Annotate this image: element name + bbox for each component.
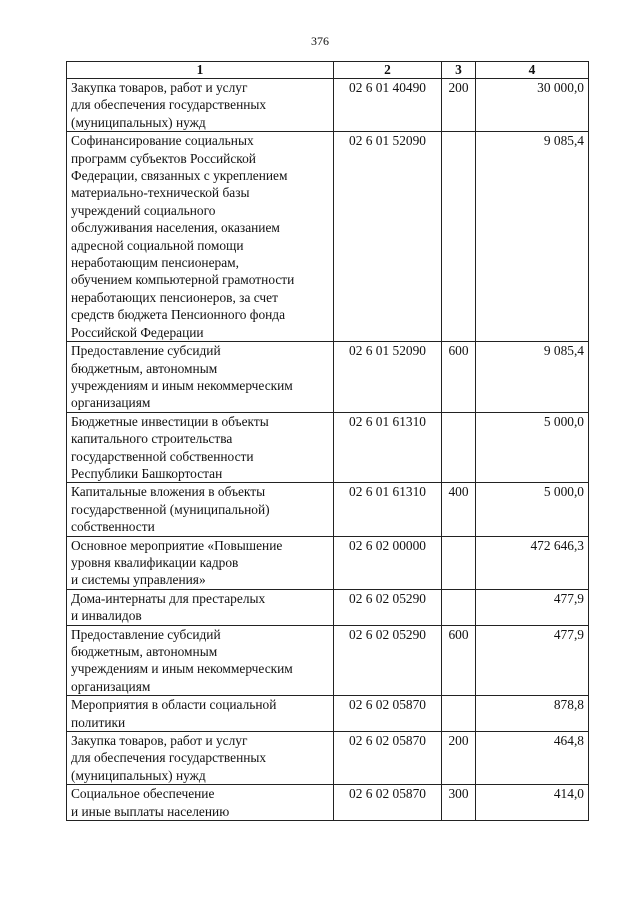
row-name: Предоставление субсидий бюджетным, автономным учреждениям и иным некоммерческим организациям — [67, 342, 334, 413]
row-name: Закупка товаров, работ и услуг для обеспечения государственных (муниципальных) нужд — [67, 79, 334, 132]
table-header-row — [67, 62, 589, 79]
table-row — [67, 483, 589, 536]
row-type — [442, 536, 476, 589]
row-amount: 414,0 — [476, 785, 589, 821]
column-header-3: 3 — [442, 62, 476, 79]
row-name: Дома-интернаты для престарелых и инвалидов — [67, 589, 334, 625]
table-row — [67, 79, 589, 132]
row-amount: 472 646,3 — [476, 536, 589, 589]
table-row — [67, 412, 589, 483]
row-name: Бюджетные инвестиции в объекты капитального строительства государственной собственности Республики Башкортостан — [67, 412, 334, 483]
row-name: Капитальные вложения в объекты государственной (муниципальной) собственности — [67, 483, 334, 536]
row-type — [442, 696, 476, 732]
row-code: 02 6 02 05870 — [334, 696, 442, 732]
row-type: 400 — [442, 483, 476, 536]
column-header-2: 2 — [334, 62, 442, 79]
column-header-4: 4 — [476, 62, 589, 79]
row-code: 02 6 01 40490 — [334, 79, 442, 132]
table-row — [67, 785, 589, 821]
row-code: 02 6 01 61310 — [334, 412, 442, 483]
row-code: 02 6 01 52090 — [334, 132, 442, 342]
row-code: 02 6 02 05870 — [334, 785, 442, 821]
row-code: 02 6 02 05290 — [334, 625, 442, 696]
row-name: Основное мероприятие «Повышение уровня квалификации кадров и системы управления» — [67, 536, 334, 589]
row-type — [442, 589, 476, 625]
row-code: 02 6 02 05290 — [334, 589, 442, 625]
row-name: Закупка товаров, работ и услуг для обеспечения государственных (муниципальных) нужд — [67, 732, 334, 785]
row-type: 200 — [442, 79, 476, 132]
table-row — [67, 132, 589, 342]
row-code: 02 6 02 00000 — [334, 536, 442, 589]
row-amount: 464,8 — [476, 732, 589, 785]
table-row — [67, 625, 589, 696]
table-row — [67, 536, 589, 589]
row-amount: 5 000,0 — [476, 412, 589, 483]
row-amount: 878,8 — [476, 696, 589, 732]
table-row — [67, 589, 589, 625]
row-name: Софинансирование социальных программ субъектов Российской Федерации, связанных с укреплением материально-технической базы учреждений социального обслуживания населения, оказанием адресной социальной помощи неработающим пенсионерам, обучением компьютерной грамотности неработающих пенсионеров, за счет средств бюджета Пенсионного фонда Российской Федерации — [67, 132, 334, 342]
row-amount: 9 085,4 — [476, 342, 589, 413]
row-type: 600 — [442, 625, 476, 696]
row-name: Социальное обеспечение и иные выплаты населению — [67, 785, 334, 821]
row-type: 300 — [442, 785, 476, 821]
row-name: Мероприятия в области социальной политики — [67, 696, 334, 732]
row-type: 200 — [442, 732, 476, 785]
row-type — [442, 412, 476, 483]
row-type: 600 — [442, 342, 476, 413]
row-amount: 9 085,4 — [476, 132, 589, 342]
budget-table — [66, 61, 589, 821]
row-amount: 477,9 — [476, 625, 589, 696]
row-code: 02 6 01 52090 — [334, 342, 442, 413]
table-row — [67, 732, 589, 785]
row-name: Предоставление субсидий бюджетным, автономным учреждениям и иным некоммерческим организациям — [67, 625, 334, 696]
row-amount: 5 000,0 — [476, 483, 589, 536]
row-code: 02 6 01 61310 — [334, 483, 442, 536]
page-number: 376 — [311, 34, 329, 48]
row-type — [442, 132, 476, 342]
table-row — [67, 696, 589, 732]
row-amount: 477,9 — [476, 589, 589, 625]
row-code: 02 6 02 05870 — [334, 732, 442, 785]
row-amount: 30 000,0 — [476, 79, 589, 132]
table-row — [67, 342, 589, 413]
column-header-1: 1 — [67, 62, 334, 79]
